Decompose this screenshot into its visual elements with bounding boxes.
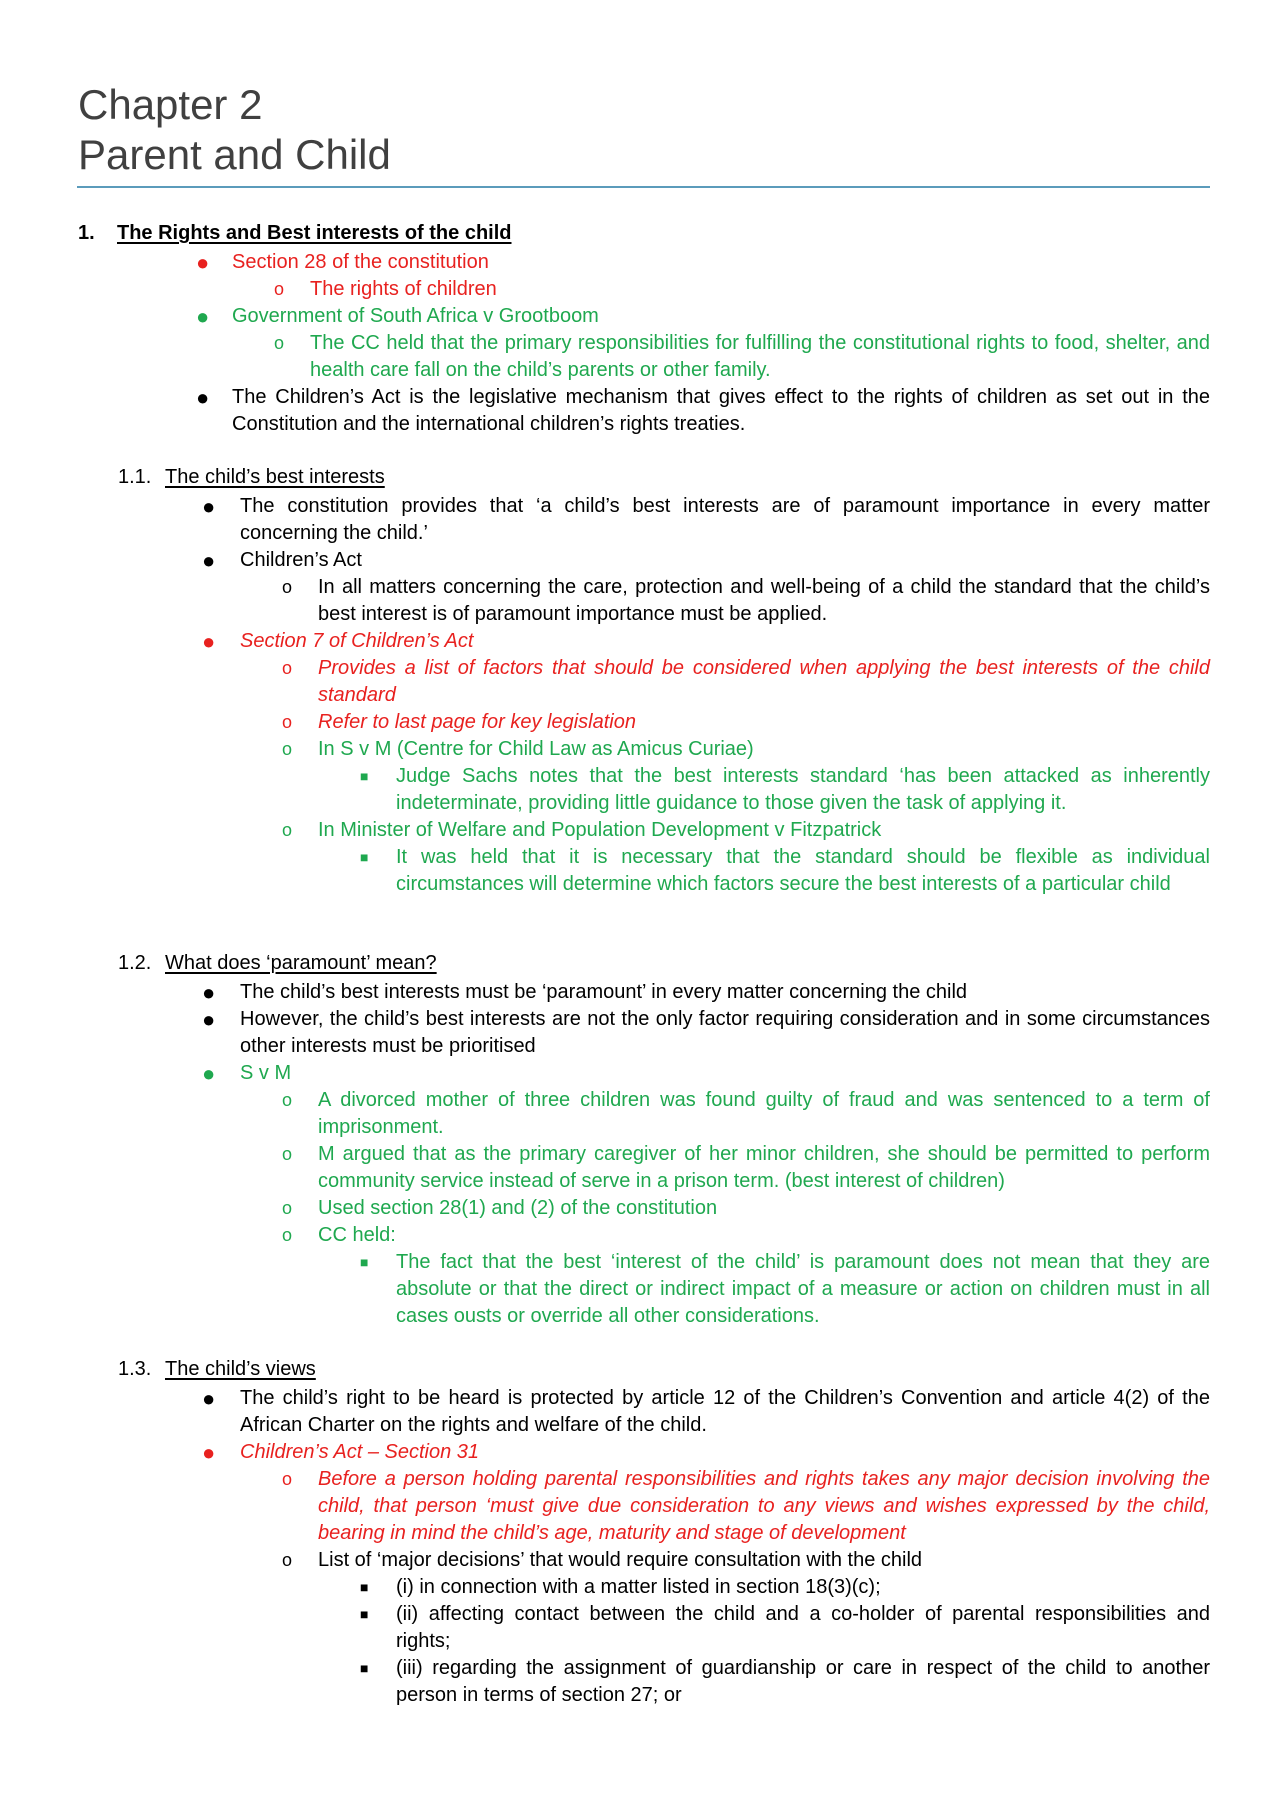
list-item: ● The child’s best interests must be ‘paramount’ in every matter concerning the child: [202, 980, 968, 1005]
list-item: ● However, the child’s best interests are not the only factor requiring consideration and in some circumstances other interests must be prioritised: [202, 1007, 1210, 1057]
circle-bullet-icon: o: [282, 1469, 293, 1489]
list-item: ● S v M: [202, 1061, 292, 1086]
circle-bullet-icon: o: [282, 820, 293, 840]
bullet-icon: ●: [202, 1440, 216, 1465]
chapter-title: Parent and Child: [78, 131, 391, 178]
circle-bullet-icon: o: [282, 1090, 293, 1110]
list-item: ■ (iii) regarding the assignment of guardianship or care in respect of the child to another person in terms of section 27; or: [360, 1657, 1210, 1706]
list-item: o CC held:: [318, 1222, 396, 1249]
list-item: o A divorced mother of three children was found guilty of fraud and was sentenced to a term of imprisonment.: [282, 1089, 1210, 1138]
list-item: ● The child’s right to be heard is protected by article 12 of the Children’s Convention and article 4(2) of the African Charter on the rights and welfare of the child.: [202, 1386, 1210, 1436]
page-title: [78, 80, 1208, 180]
list-item: ● Section 28 of the constitution: [196, 250, 489, 275]
circle-bullet-icon: o: [282, 1550, 293, 1570]
list-item: ● Children’s Act: [202, 548, 362, 573]
list-item: o The rights of children: [310, 276, 497, 303]
circle-bullet-icon: o: [282, 712, 293, 732]
bullet-icon: ●: [202, 494, 216, 519]
bullet-icon: ●: [196, 250, 210, 275]
square-bullet-icon: ■: [360, 1254, 369, 1270]
list-item: ■ It was held that it is necessary that the standard should be flexible as individual circumstances will determine which factors secure the best interests of a particular child: [360, 846, 1210, 895]
square-bullet-icon: ■: [360, 768, 369, 784]
bullet-icon: ●: [202, 1007, 216, 1032]
list-item: ● Section 7 of Children’s Act: [202, 629, 474, 654]
list-item: ■ Judge Sachs notes that the best interests standard ‘has been attacked as inherently indeterminate, providing little guidance to those given the task of applying it.: [360, 765, 1210, 814]
list-item: o In Minister of Welfare and Population Development v Fitzpatrick: [318, 817, 881, 844]
title-divider: [77, 186, 1210, 188]
bullet-icon: ●: [202, 1386, 216, 1411]
document-page: Chapter 2 Parent and Child 1. The Rights and Best interests of the child ● Section 28 of the constitution o The rights of children ● Government of South Africa v Grootboom o The CC held that the primary responsibilities for fulfilling the constitutional rights to food, shelter, and health care fall on the child’s parents or other family. ● The Children’s Act is the legislative mechanism that gives effect to the rights of children as set out in the Constitution and the international children’s rights treaties. 1.1. The child’s best interests ● The constitution provides that ‘a child’s best interests are of paramount importance in every matter concerning the child.’ ● Children’s Act o In all matters concerning the care, protection and well-being of a child the standard that the child’s best interest is of paramount importance must be applied. ● Section 7 of Children’s Act o Provides a list of factors that should be considered when applying the best interests of the child standard o Refer to last page for key legislation o In S v M (Centre for Child Law as Amicus Curiae) ■ Judge Sachs notes that the best interests standard ‘has been attacked as inherently indeterminate, providing little guidance to those given the task of applying it. o In Minister of Welfare and Population Development v Fitzpatrick ■ It was held that it is necessary that the standard should be flexible as individual circumstances will determine which factors secure the best interests of a particular child 1.2. What does ‘paramount’ mean? ● The child’s best interests must be ‘paramount’ in every matter concerning the child ● However, the child’s best interests are not the only factor requiring consideration and in some circumstances other interests must be prioritised ● S v M o A divorced mother of three children was found guilty of fraud and was sentenced to a term of imprisonment. o M argued that as the primary caregiver of her minor children, she should be permitted to perform community service instead of serve in a prison term. (best interest of children) o Used section 28(1) and (2) of the constitution o CC held: ■ The fact that the best ‘interest of the child’ is paramount does not mean that they are absolute or that the direct or indirect impact of a measure or action on children must in all cases ousts or override all other considerations. 1.3. The child’s views ● The child’s right to be heard is protected by article 12 of the Children’s Convention and article 4(2) of the African Charter on the rights and welfare of the child. ● Children’s Act – Section 31 o Before a person holding parental responsibilities and rights takes any major decision involving the child, that person ‘must give due consideration to any views and wishes expressed by the child, bearing in mind the child’s age, maturity and stage of development o List of ‘major decisions’ that would require consultation with the child ■ (i) in connection with a matter listed in section 18(3)(c); ■ (ii) affecting contact between the child and a co-holder of parental responsibilities and rights; ■ (iii) regarding the assignment of guardianship or care in respect of the child to another person in terms of section 27; or: [0, 0, 1280, 1811]
circle-bullet-icon: o: [282, 1144, 293, 1164]
list-item: o In all matters concerning the care, protection and well-being of a child the standard that the child’s best interest is of paramount importance must be applied.: [282, 576, 1210, 625]
square-bullet-icon: ■: [360, 849, 369, 865]
list-item: o Provides a list of factors that should be considered when applying the best interests of the child standard: [282, 657, 1210, 706]
circle-bullet-icon: o: [282, 1198, 293, 1218]
square-bullet-icon: ■: [360, 1579, 369, 1595]
square-bullet-icon: ■: [360, 1606, 369, 1622]
circle-bullet-icon: o: [282, 1225, 293, 1245]
list-item: ■ The fact that the best ‘interest of the child’ is paramount does not mean that they are absolute or that the direct or indirect impact of a measure or action on children must in all cases ousts or override all other considerations.: [360, 1251, 1210, 1327]
list-item: o M argued that as the primary caregiver of her minor children, she should be permitted to perform community service instead of serve in a prison term. (best interest of children): [282, 1143, 1210, 1192]
list-item: ● Government of South Africa v Grootboom: [196, 304, 599, 329]
bullet-icon: ●: [196, 385, 210, 410]
list-item: ● The constitution provides that ‘a child’s best interests are of paramount importance in every matter concerning the child.’: [202, 494, 1210, 544]
list-item: o List of ‘major decisions’ that would require consultation with the child: [318, 1547, 922, 1574]
square-bullet-icon: ■: [360, 1660, 369, 1676]
bullet-icon: ●: [202, 629, 216, 654]
circle-bullet-icon: o: [274, 333, 285, 353]
circle-bullet-icon: o: [282, 658, 293, 678]
list-item: ■ (i) in connection with a matter listed in section 18(3)(c);: [396, 1574, 881, 1601]
chapter-number: Chapter 2: [78, 81, 263, 128]
list-item: o The CC held that the primary responsibilities for fulfilling the constitutional rights to food, shelter, and health care fall on the child’s parents or other family.: [274, 332, 1210, 381]
bullet-icon: ●: [202, 1061, 216, 1086]
circle-bullet-icon: o: [282, 739, 293, 759]
circle-bullet-icon: o: [274, 279, 285, 299]
list-item: ■ (ii) affecting contact between the child and a co-holder of parental responsibilities and rights;: [360, 1603, 1210, 1652]
list-item: ● The Children’s Act is the legislative mechanism that gives effect to the rights of children as set out in the Constitution and the international children’s rights treaties.: [196, 385, 1210, 435]
list-item: ● Children’s Act – Section 31: [202, 1440, 480, 1465]
list-item: o Used section 28(1) and (2) of the constitution: [318, 1195, 717, 1222]
list-item: o In S v M (Centre for Child Law as Amicus Curiae): [318, 736, 754, 763]
bullet-icon: ●: [202, 548, 216, 573]
bullet-icon: ●: [202, 980, 216, 1005]
list-item: o Refer to last page for key legislation: [318, 709, 636, 736]
circle-bullet-icon: o: [282, 577, 293, 597]
list-item: o Before a person holding parental responsibilities and rights takes any major decision involving the child, that person ‘must give due consideration to any views and wishes expressed by the child, bearing in mind the child’s age, maturity and stage of development: [282, 1468, 1210, 1544]
bullet-icon: ●: [196, 304, 210, 329]
